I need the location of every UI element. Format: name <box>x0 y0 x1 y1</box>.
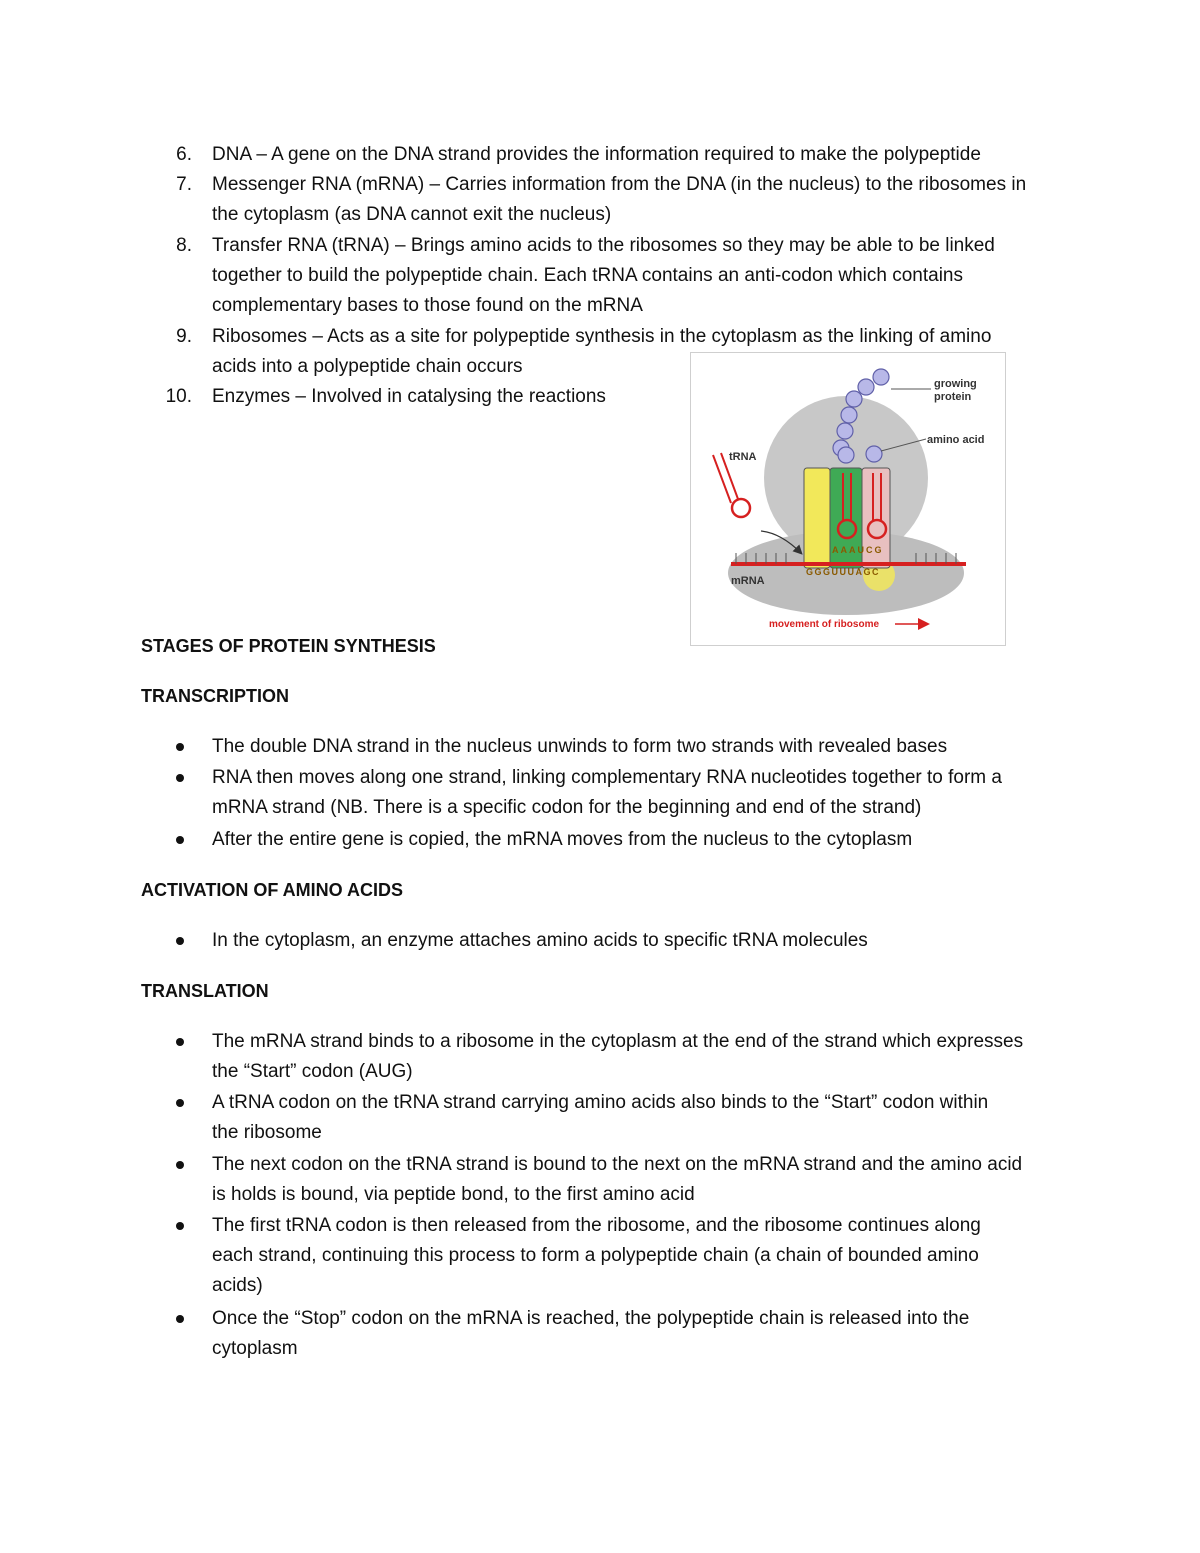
label-protein: protein <box>934 391 972 403</box>
transcription-heading: TRANSCRIPTION <box>141 686 289 706</box>
list-item: The mRNA strand binds to a ribosome in the cytoplasm at the end of the strand which expresses <box>212 1031 1024 1052</box>
list-item-text: complementary bases to those found on the mRNA <box>212 295 643 316</box>
list-item: After the entire gene is copied, the mRNA moves from the nucleus to the cytoplasm <box>212 829 913 850</box>
list-number: 7. <box>176 174 192 195</box>
label-amino-acid: amino acid <box>927 434 985 446</box>
bullet-icon <box>176 1315 184 1323</box>
list-item: is holds is bound, via peptide bond, to the first amino acid <box>212 1184 695 1205</box>
list-item: The first tRNA codon is then released from the ribosome, and the ribosome continues along <box>212 1215 981 1236</box>
yellow-site <box>804 468 830 568</box>
bullet-icon <box>176 1222 184 1230</box>
bullet-icon <box>176 1161 184 1169</box>
list-item-text: Enzymes – Involved in catalysing the reactions <box>212 386 606 407</box>
label-growing: growing <box>934 378 977 390</box>
ribosome-diagram <box>690 352 1006 646</box>
list-item: The double DNA strand in the nucleus unwinds to form two strands with revealed bases <box>212 736 948 757</box>
list-number: 10. <box>165 386 192 407</box>
incoming-trna-loop <box>732 499 750 517</box>
list-number: 9. <box>176 326 192 347</box>
list-item: acids) <box>212 1275 263 1296</box>
list-item-text: acids into a polypeptide chain occurs <box>212 356 523 377</box>
list-item-text: Transfer RNA (tRNA) – Brings amino acids to the ribosomes so they may be able to be linked <box>212 235 995 256</box>
ribosome-illustration <box>691 353 1005 645</box>
list-item: the “Start” codon (AUG) <box>212 1061 413 1082</box>
translation-heading: TRANSLATION <box>141 981 269 1001</box>
list-item-text: Ribosomes – Acts as a site for polypeptide synthesis in the cytoplasm as the linking of amino <box>212 326 992 347</box>
list-item-text: the cytoplasm (as DNA cannot exit the nucleus) <box>212 204 612 225</box>
label-movement: movement of ribosome <box>769 619 880 630</box>
list-item: In the cytoplasm, an enzyme attaches amino acids to specific tRNA molecules <box>212 930 868 951</box>
bullet-icon <box>176 1038 184 1046</box>
activation-heading: ACTIVATION OF AMINO ACIDS <box>141 880 403 900</box>
bullet-icon <box>176 743 184 751</box>
list-item: the ribosome <box>212 1122 322 1143</box>
label-mrna: mRNA <box>731 575 765 587</box>
list-item: Once the “Stop” codon on the mRNA is reached, the polypeptide chain is released into the <box>212 1308 970 1329</box>
list-item: mRNA strand (NB. There is a specific codon for the beginning and end of the strand) <box>212 797 922 818</box>
list-item-text: Messenger RNA (mRNA) – Carries information from the DNA (in the nucleus) to the ribosomes in <box>212 174 1027 195</box>
bullet-icon <box>176 1099 184 1107</box>
list-item: RNA then moves along one strand, linking complementary RNA nucleotides together to form a <box>212 767 1002 788</box>
list-number: 8. <box>176 235 192 256</box>
list-item: The next codon on the tRNA strand is bound to the next on the mRNA strand and the amino acid <box>212 1154 1023 1175</box>
label-trna: tRNA <box>729 451 757 463</box>
list-item: each strand, continuing this process to form a polypeptide chain (a chain of bounded amino <box>212 1245 979 1266</box>
section-heading: STAGES OF PROTEIN SYNTHESIS <box>141 636 436 656</box>
bullet-icon <box>176 774 184 782</box>
list-item-text: DNA – A gene on the DNA strand provides the information required to make the polypeptide <box>212 144 981 165</box>
mrna-bases: GGGUUUAGC <box>806 567 880 577</box>
list-item-text: together to build the polypeptide chain. Each tRNA contains an anti-codon which contains <box>212 265 963 286</box>
anticodon-bases: AAAUCG <box>832 545 884 555</box>
list-item: A tRNA codon on the tRNA strand carrying amino acids also binds to the “Start” codon within <box>212 1092 989 1113</box>
bullet-icon <box>176 836 184 844</box>
bullet-icon <box>176 937 184 945</box>
list-number: 6. <box>176 144 192 165</box>
list-item: cytoplasm <box>212 1338 298 1359</box>
